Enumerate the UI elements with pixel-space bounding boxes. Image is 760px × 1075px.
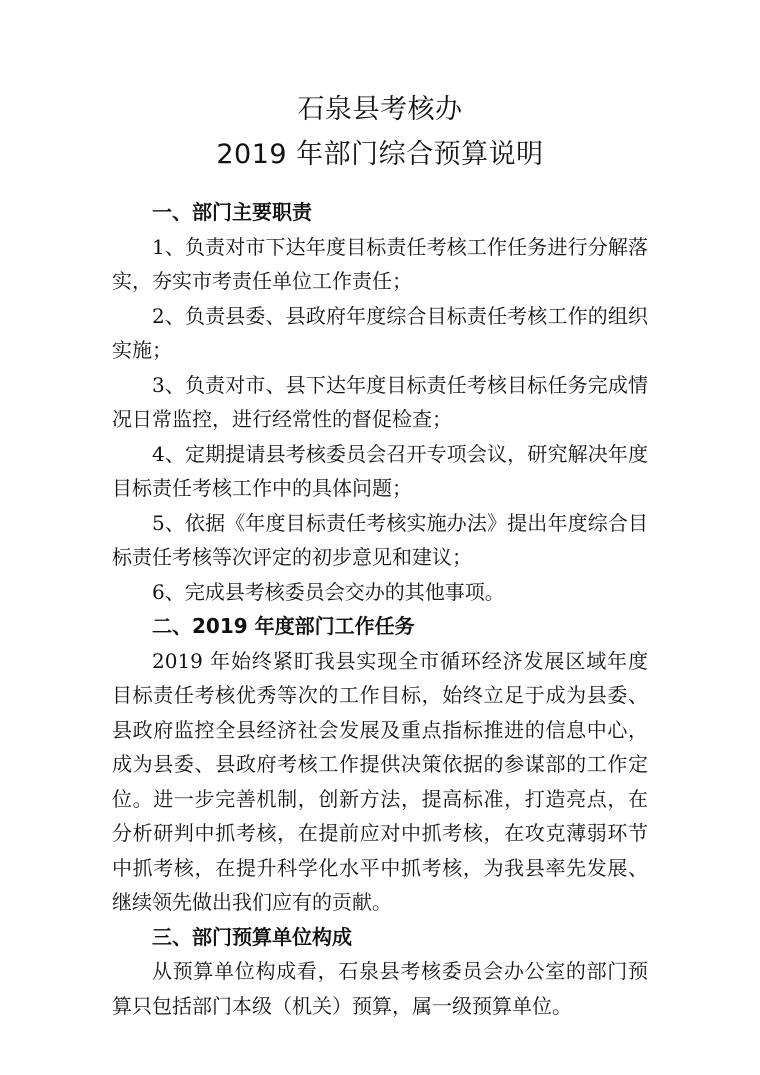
paragraph: 2019 年始终紧盯我县实现全市循环经济发展区域年度目标责任考核优秀等次的工作目标，始终立足于成为县委、县政府监控全县经济社会发展及重点指标推进的信息中心，成为县委、县政府考核工作提供决策依据的参谋部的工作定位。进一步完善机制，创新方法，提高标准，打造亮点，在分析研判中抓考核，在提前应对中抓考核，在攻克薄弱环节中抓考核，在提升科学化水平中抓考核，为我县率先发展、继续领先做出我们应有的贡献。 <box>112 648 648 914</box>
section-duties <box>112 195 648 609</box>
paragraph: 4、定期提请县考核委员会召开专项会议，研究解决年度目标责任考核工作中的具体问题； <box>112 441 648 500</box>
section-tasks <box>112 609 648 920</box>
section-heading: 一、部门主要职责 <box>152 200 312 224</box>
paragraph: 5、依据《年度目标责任考核实施办法》提出年度综合目标责任考核等次评定的初步意见和建议； <box>112 510 648 569</box>
document-title-line2: 2019 年部门综合预算说明 <box>216 139 544 170</box>
paragraph: 3、负责对市、县下达年度目标责任考核目标任务完成情况日常监控，进行经常性的督促检查； <box>112 372 648 431</box>
paragraph: 2、负责县委、县政府年度综合目标责任考核工作的组织实施； <box>112 303 648 362</box>
paragraph: 6、完成县考核委员会交办的其他事项。 <box>152 579 505 604</box>
paragraph: 从预算单位构成看，石泉县考核委员会办公室的部门预算只包括部门本级（机关）预算，属一级预算单位。 <box>112 959 648 1018</box>
section-heading: 三、部门预算单位构成 <box>152 924 352 949</box>
paragraph: 1、负责对市下达年度目标责任考核工作任务进行分解落实，夯实市考责任单位工作责任； <box>112 234 648 293</box>
document-body <box>112 195 648 1023</box>
section-heading: 二、2019 年度部门工作任务 <box>152 614 415 638</box>
section-budget-units <box>112 920 648 1024</box>
document-title-line1: 石泉县考核办 <box>297 94 463 125</box>
